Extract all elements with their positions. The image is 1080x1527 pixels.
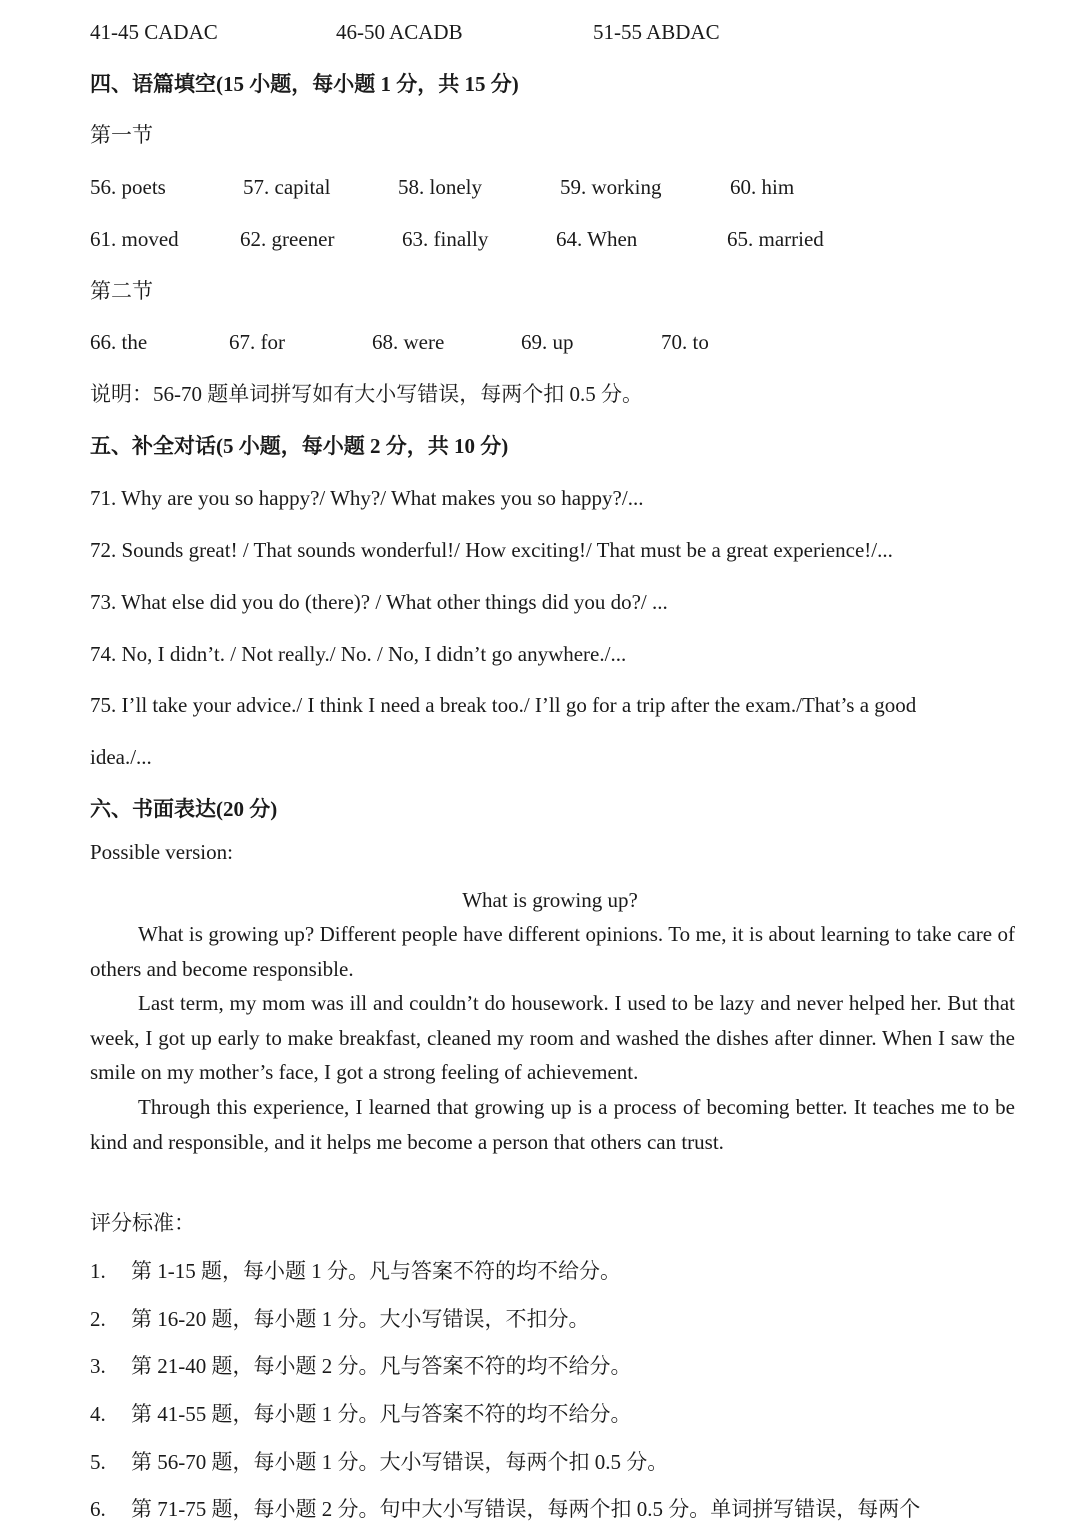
scoring-rule-text: 第 16-20 题，每小题 1 分。大小写错误，不扣分。 [131,1307,590,1331]
answer-41-45: 41-45 CADAC [90,20,218,44]
section4-part2-label: 第二节 [90,279,153,303]
essay-title: What is growing up? [462,888,638,912]
dialogue-answer-72: 72. Sounds great! / That sounds wonderful!/ How exciting!/ That must be a great experience!/... [90,538,893,562]
answer-57: 57. capital [243,175,331,199]
scoring-rule-number: 3. [90,1354,106,1378]
scoring-rule-text: 第 21-40 题，每小题 2 分。凡与答案不符的均不给分。 [131,1354,632,1378]
section4-note: 说明：56-70 题单词拼写如有大小写错误，每两个扣 0.5 分。 [90,382,643,406]
section4-part1-label: 第一节 [90,123,153,147]
dialogue-answer-73: 73. What else did you do (there)? / What other things did you do?/ ... [90,590,668,614]
scoring-rule-number: 2. [90,1307,106,1331]
dialogue-answer-75: 75. I’ll take your advice./ I think I need a break too./ I’ll go for a trip after the exam./That’s a good [90,693,917,717]
scoring-rule-number: 4. [90,1402,106,1426]
answer-62: 62. greener [240,227,335,251]
scoring-rule-text: 第 1-15 题，每小题 1 分。凡与答案不符的均不给分。 [131,1259,621,1283]
scoring-rule-number: 5. [90,1450,106,1474]
dialogue-answer-75-cont: idea./... [90,745,152,769]
dialogue-answer-71: 71. Why are you so happy?/ Why?/ What makes you so happy?/... [90,486,644,510]
answer-56: 56. poets [90,175,166,199]
scoring-rule-number: 1. [90,1259,106,1283]
answer-68: 68. were [372,330,445,354]
section5-heading: 五、补全对话(5 小题，每小题 2 分，共 10 分) [90,434,509,458]
section6-heading: 六、书面表达(20 分) [90,797,278,821]
answer-66: 66. the [90,330,148,354]
scoring-rule-number: 6. [90,1497,106,1521]
dialogue-answer-74: 74. No, I didn’t. / Not really./ No. / No, I didn’t go anywhere./... [90,642,627,666]
answer-70: 70. to [661,330,709,354]
answer-46-50: 46-50 ACADB [336,20,463,44]
essay-paragraph-3: Through this experience, I learned that growing up is a process of becoming better. It teaches me to be kind and responsible, and it helps me become a person that others can trust. [90,1095,1015,1154]
answer-64: 64. When [556,227,638,251]
section4-heading: 四、语篇填空(15 小题，每小题 1 分，共 15 分) [90,72,519,96]
answer-67: 67. for [229,330,285,354]
scoring-rule-text: 第 71-75 题，每小题 2 分。句中大小写错误，每两个扣 0.5 分。单词拼写错误，每两个 [131,1497,921,1521]
essay-paragraph-2: Last term, my mom was ill and couldn’t do housework. I used to be lazy and never helped her. But that week, I got up early to make breakfast, cleaned my room and washed the dishes after dinner. When I saw the smile on my mother’s face, I got a strong feeling of achievement. [90,991,1015,1084]
answer-51-55: 51-55 ABDAC [593,20,720,44]
possible-version-label: Possible version: [90,840,233,864]
answer-61: 61. moved [90,227,179,251]
answer-60: 60. him [730,175,795,199]
answer-65: 65. married [727,227,824,251]
scoring-heading: 评分标准： [90,1211,195,1235]
answer-58: 58. lonely [398,175,482,199]
essay-paragraph-1: What is growing up? Different people have different opinions. To me, it is about learning to take care of others and become responsible. [90,922,1015,981]
scoring-rule-text: 第 41-55 题，每小题 1 分。凡与答案不符的均不给分。 [131,1402,632,1426]
scoring-rule-text: 第 56-70 题，每小题 1 分。大小写错误，每两个扣 0.5 分。 [131,1450,669,1474]
answer-59: 59. working [560,175,662,199]
answer-69: 69. up [521,330,574,354]
answer-63: 63. finally [402,227,489,251]
